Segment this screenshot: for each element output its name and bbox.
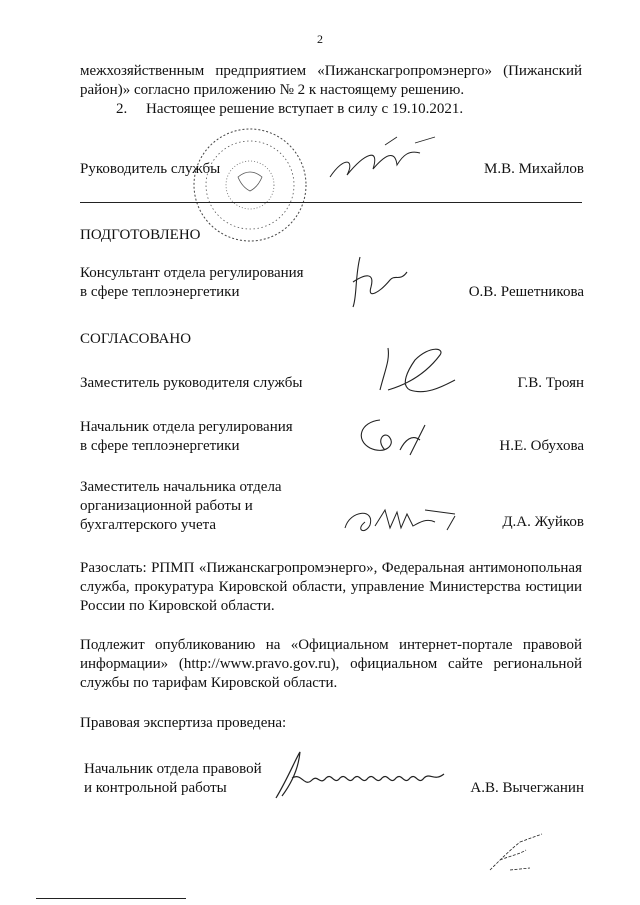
signer2-role-line2: в сфере теплоэнергетики (80, 438, 240, 454)
head-role: Руководитель службы (80, 161, 221, 177)
legal-role-line1: Начальник отдела правовой (84, 761, 262, 777)
legal-signature (268, 748, 458, 808)
signer2-role-line1: Начальник отдела регулирования (80, 419, 293, 435)
signer3-role-line3: бухгалтерского учета (80, 517, 217, 533)
prepared-name: О.В. Решетникова (468, 284, 584, 300)
agreed-heading: СОГЛАСОВАНО (80, 331, 192, 347)
distribution-paragraph: Разослать: РПМП «Пижанскагропромэнерго», Федеральная антимонопольная служба, прокуратура Кировской области, управление Министерства юстиции России по Кировской области. (80, 560, 582, 614)
initial-mark (480, 830, 550, 880)
head-signature (325, 135, 445, 185)
signer3-role-line2: организационной работы и (80, 498, 253, 514)
legal-name: А.В. Вычегжанин (470, 780, 584, 796)
signer1-signature (370, 340, 460, 400)
official-seal (190, 125, 310, 245)
signer3-role-line1: Заместитель начальника отдела (80, 479, 282, 495)
prepared-role-line1: Консультант отдела регулирования (80, 265, 304, 281)
publication-paragraph: Подлежит опубликованию на «Официальном интернет-портале правовой информации» (http://www.pravo.gov.ru), официальном сайте региональной службы по тарифам Кировской области. (80, 637, 582, 691)
signer3-signature (335, 500, 465, 540)
page-number: 2 (317, 32, 323, 46)
footer-rule (36, 898, 186, 899)
head-name: М.В. Михайлов (483, 161, 584, 177)
prepared-signature (345, 252, 415, 312)
section-divider (80, 202, 582, 203)
item-text: Настоящее решение вступает в силу с 19.10.2021. (146, 101, 464, 117)
continuation-paragraph: межхозяйственным предприятием «Пижанскагропромэнерго» (Пижанский район)» согласно приложению № 2 к настоящему решению. (80, 63, 582, 98)
signer2-signature (350, 410, 440, 460)
legal-review-heading: Правовая экспертиза проведена: (80, 715, 287, 731)
prepared-heading: ПОДГОТОВЛЕНО (80, 227, 201, 243)
signer3-name: Д.А. Жуйков (502, 514, 584, 530)
item-number: 2. (116, 101, 128, 117)
signer1-name: Г.В. Троян (517, 375, 584, 391)
prepared-role-line2: в сфере теплоэнергетики (80, 284, 240, 300)
signer1-role: Заместитель руководителя службы (80, 375, 303, 391)
signer2-name: Н.Е. Обухова (499, 438, 584, 454)
legal-role-line2: и контрольной работы (84, 780, 227, 796)
